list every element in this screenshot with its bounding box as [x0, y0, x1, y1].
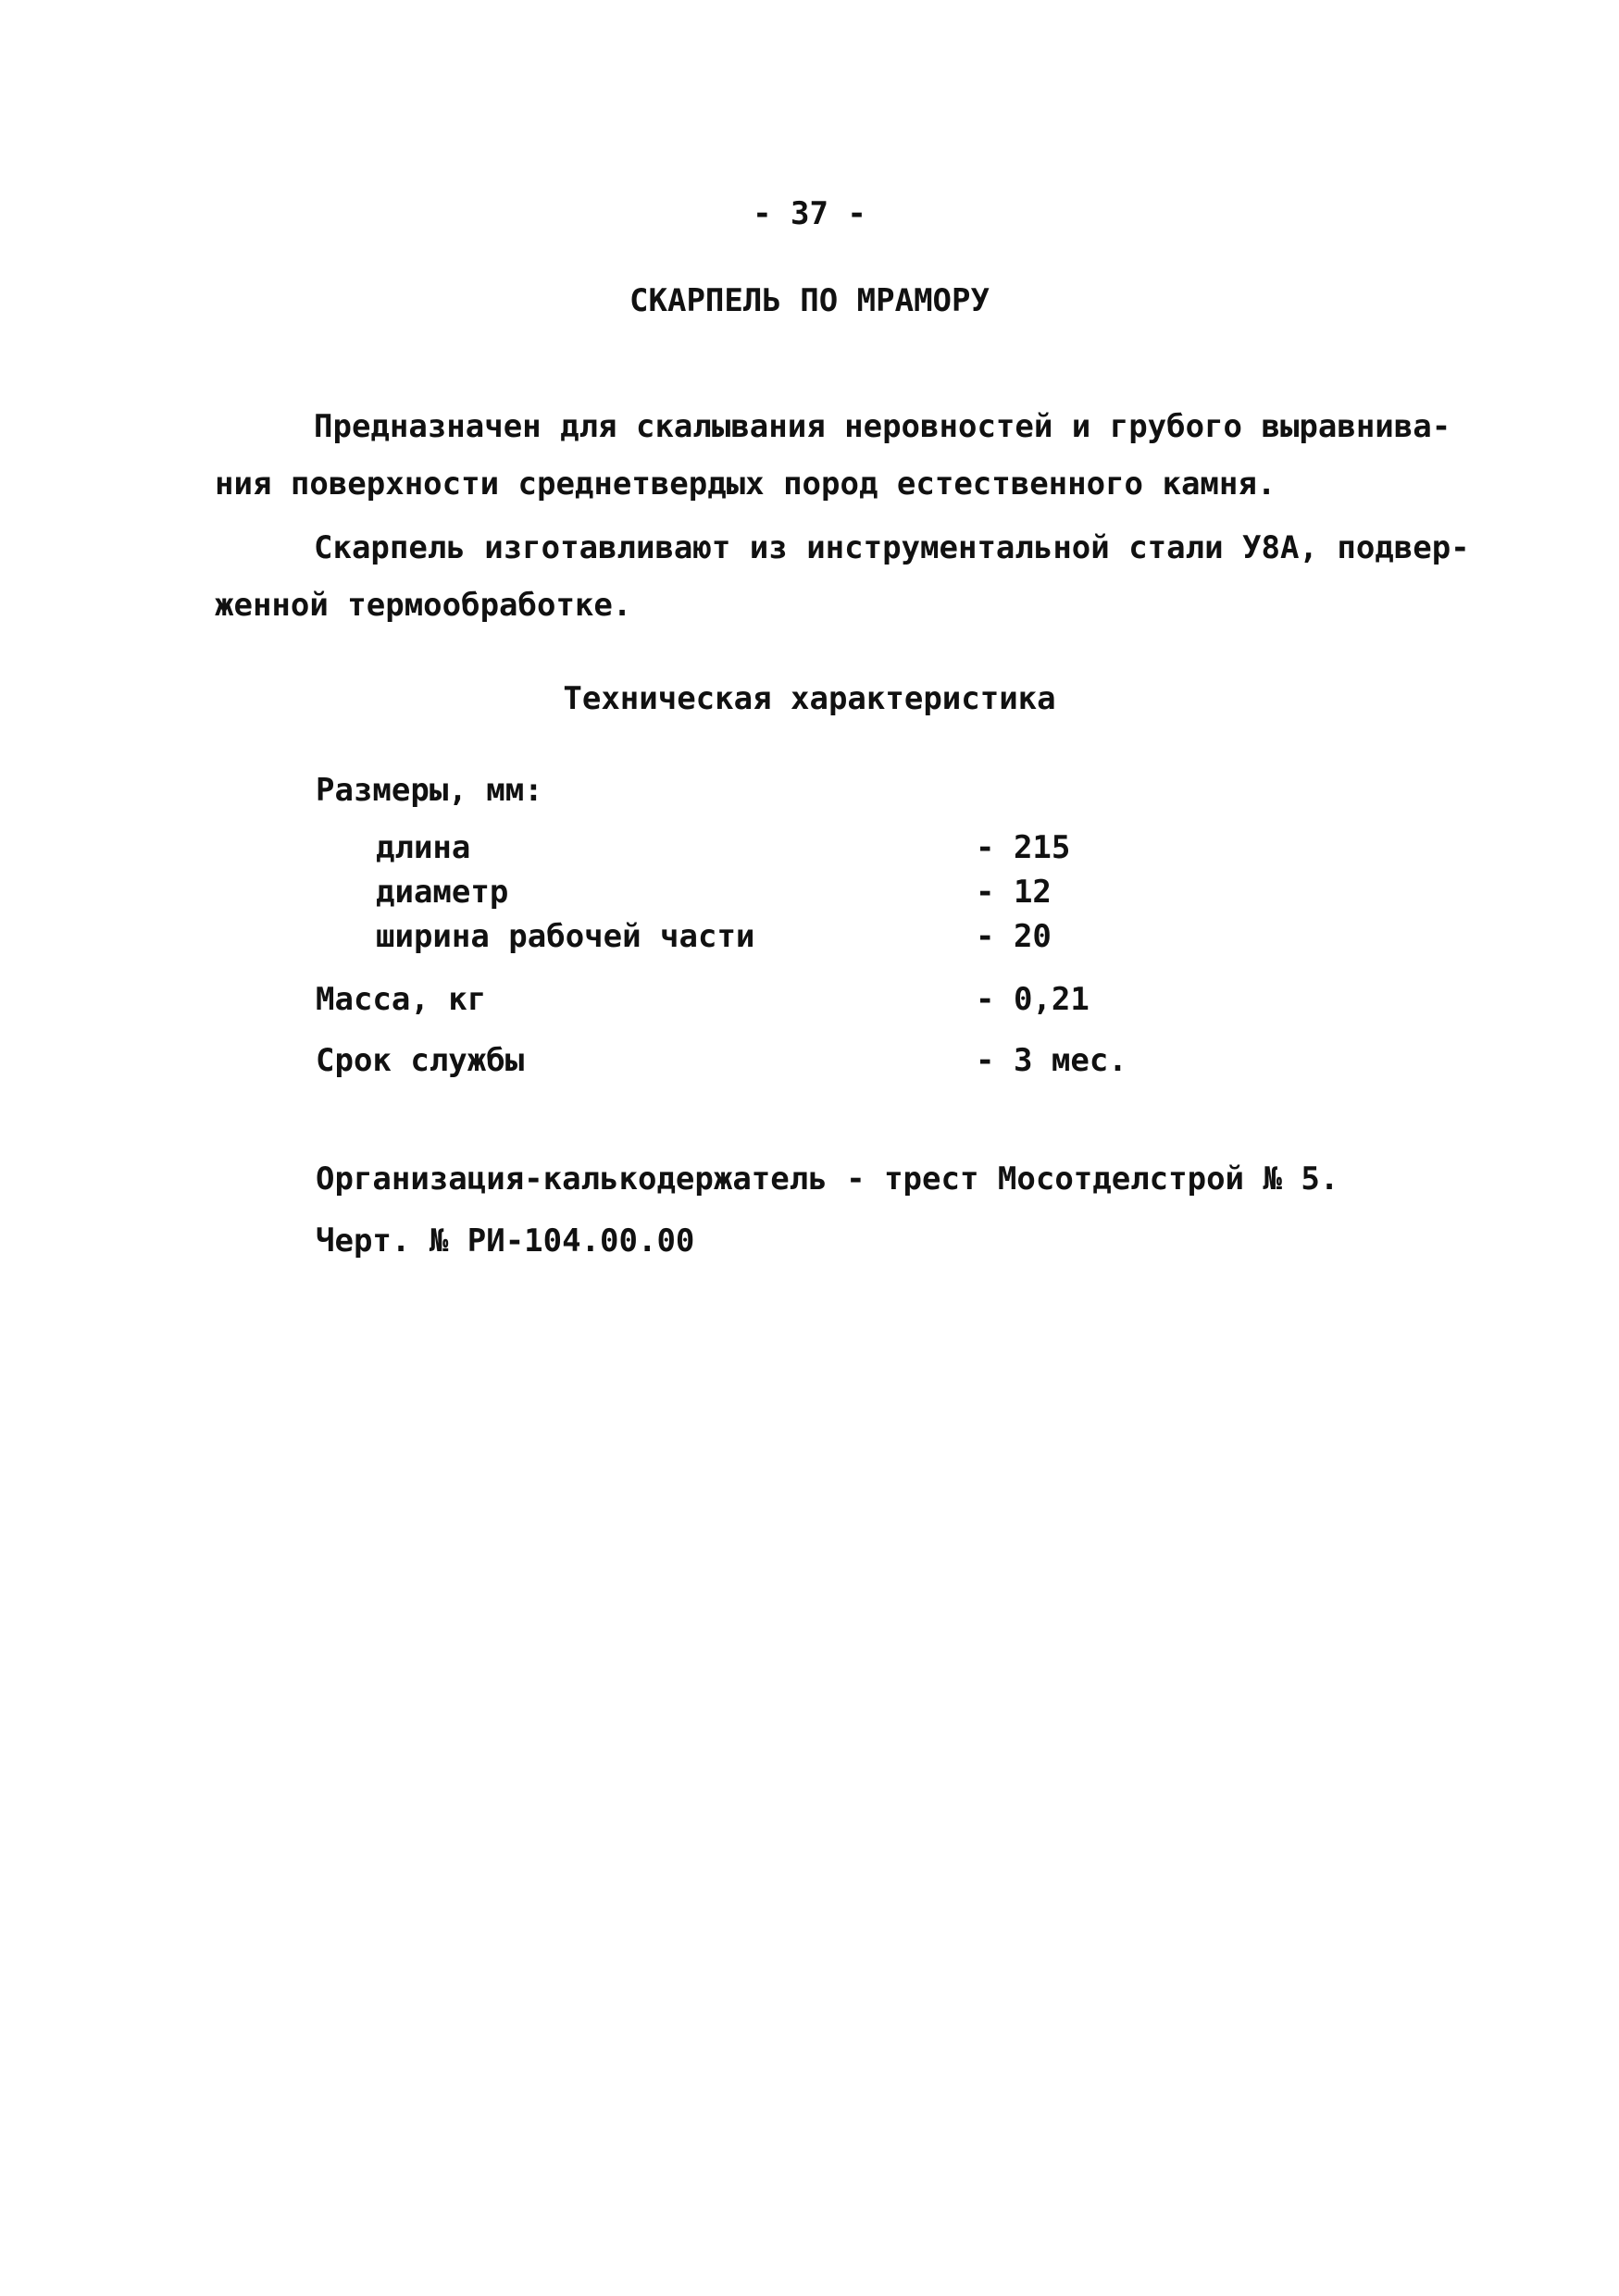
spec-value-working-part-width: - 20 [976, 918, 1052, 955]
drawing-number: Черт. № РИ-104.00.00 [316, 1222, 695, 1260]
spec-name-length: длина [376, 829, 471, 866]
material-line-2: женной термообработке. [215, 587, 632, 624]
description-line-2: ния поверхности среднетвердых пород естественного камня. [215, 465, 1277, 503]
page-number: - 37 - [753, 195, 866, 232]
material-line-1: Скарпель изготавливают из инструментальной стали У8А, подвер- [314, 529, 1470, 566]
spec-value-length: - 215 [976, 829, 1071, 866]
spec-value-diameter: - 12 [976, 874, 1052, 911]
spec-name-working-part-width: ширина рабочей части [376, 918, 755, 955]
spec-name-mass: Масса, кг [316, 981, 487, 1018]
dimensions-label: Размеры, мм: [316, 772, 543, 809]
spec-name-service-life: Срок службы [316, 1042, 525, 1079]
description-line-1: Предназначен для скалывания неровностей и грубого выравнива- [314, 408, 1451, 445]
document-title: СКАРПЕЛЬ ПО МРАМОРУ [629, 282, 990, 319]
spec-name-diameter: диаметр [376, 874, 509, 911]
organization-holder: Организация-калькодержатель - трест Мосотделстрой № 5. [316, 1160, 1339, 1198]
technical-specifications-heading: Техническая характеристика [563, 680, 1056, 717]
spec-value-service-life: - 3 мес. [976, 1042, 1127, 1079]
spec-value-mass: - 0,21 [976, 981, 1090, 1018]
